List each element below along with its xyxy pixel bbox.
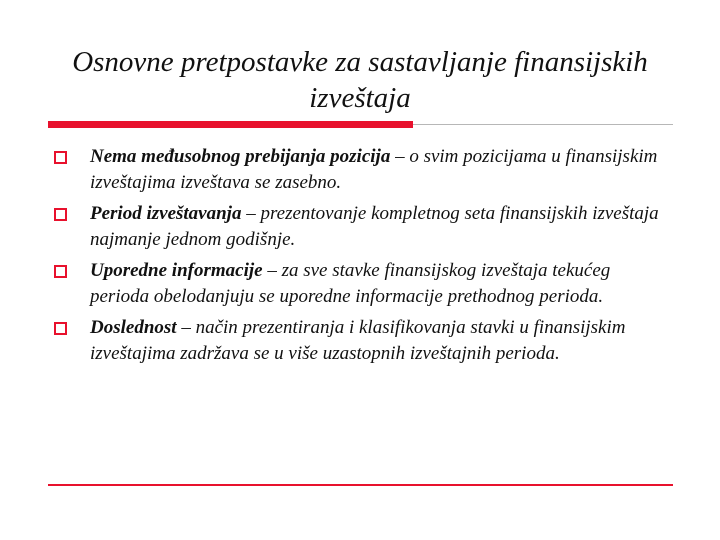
bullet-term: Period izveštavanja — [90, 203, 242, 224]
bullet-item — [52, 201, 672, 253]
bullet-item — [52, 258, 672, 310]
bullet-list — [52, 144, 672, 372]
bullet-text: – o svim pozicijama u finansijskim izveštajima izveštava se zasebno. — [90, 146, 658, 193]
bullet-item — [52, 315, 672, 367]
bullet-term: Uporedne informacije — [90, 260, 263, 281]
bullet-text: – način prezentiranja i klasifikovanja stavki u finansijskim izveštajima zadržava se u više uzastopnih izveštajnih perioda. — [90, 317, 626, 364]
square-bullet-icon — [54, 322, 67, 335]
square-bullet-icon — [54, 208, 67, 221]
bullet-term: Doslednost — [90, 317, 177, 338]
bullet-item — [52, 144, 672, 196]
title-divider — [48, 121, 673, 130]
slide-title: Osnovne pretpostavke za sastavljanje finansijskih izveštaja — [72, 46, 648, 114]
square-bullet-icon — [54, 151, 67, 164]
bullet-text: – za sve stavke finansijskog izveštaja tekućeg perioda obelodanjuju se uporedne informacije prethodnog perioda. — [90, 260, 611, 307]
title-divider-accent — [48, 121, 413, 128]
footer-divider — [48, 484, 673, 486]
bullet-term: Nema međusobnog prebijanja pozicija — [90, 146, 391, 167]
square-bullet-icon — [54, 265, 67, 278]
bullet-text: – prezentovanje kompletnog seta finansijskih izveštaja najmanje jednom godišnje. — [90, 203, 659, 250]
title-divider-line — [413, 124, 673, 125]
